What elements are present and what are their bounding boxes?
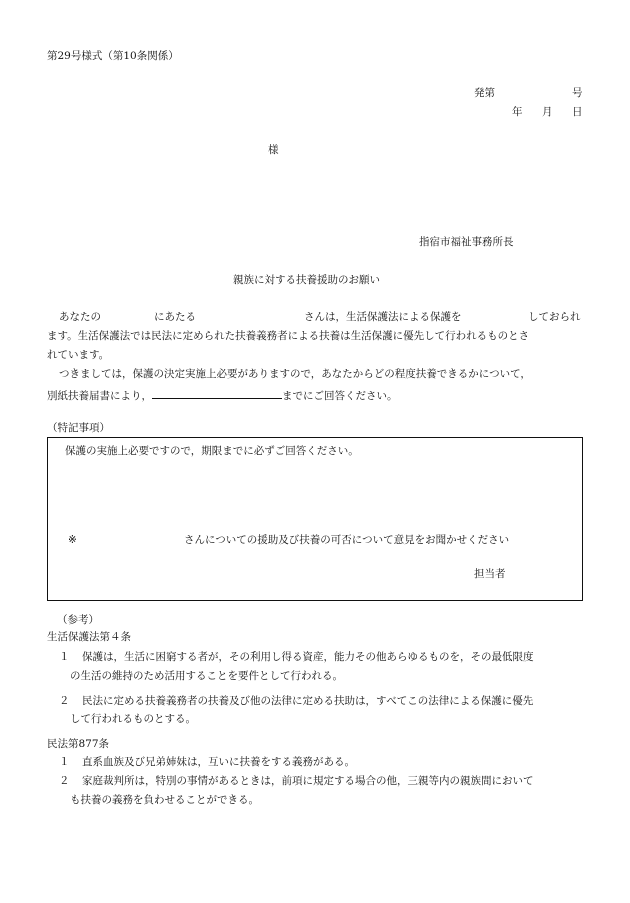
law1-item1-number: １ xyxy=(59,651,70,663)
body-p2-line1: つきましては，保護の決定実施上必要がありますので，あなたからどの程度扶養できるかについて， xyxy=(59,368,531,380)
document-title: 親族に対する扶養援助のお願い xyxy=(233,274,380,286)
special-notes-mark: ※ xyxy=(68,534,77,546)
law1-item1-line1: 保護は，生活に困窮する者が，その利用し得る資産，能力その他あらゆるものを，その最低限度 xyxy=(82,651,534,663)
date-year: 年 xyxy=(512,106,523,118)
reference-label: （参考） xyxy=(57,614,99,626)
law2-item2-line2: も扶養の義務を負わせることができる。 xyxy=(70,794,259,806)
body-p1-line3: れています。 xyxy=(47,349,110,361)
special-notes-box xyxy=(47,437,583,601)
body-p1-line2: ます。生活保護法では民法に定められた扶養義務者による扶養は生活保護に優先して行われるものとさ xyxy=(47,330,530,342)
law1-item2-line2: して行われるものとする。 xyxy=(70,713,196,725)
law2-item2-number: ２ xyxy=(59,775,70,787)
recipient-suffix: 様 xyxy=(268,144,279,156)
date-day: 日 xyxy=(572,106,583,118)
body-p2-line2-b: までにご回答ください。 xyxy=(282,390,398,402)
date-month: 月 xyxy=(542,106,553,118)
body-p1-b: にあたる xyxy=(154,311,196,323)
doc-number-label: 発第 xyxy=(474,87,495,99)
law2-item1-line1: 直系血族及び兄弟姉妹は，互いに扶養をする義務がある。 xyxy=(82,756,355,768)
person-in-charge-label: 担当者 xyxy=(474,568,506,580)
law1-title: 生活保護法第４条 xyxy=(47,631,131,643)
law2-title: 民法第877条 xyxy=(47,738,110,750)
law1-item1-line2: の生活の維持のため活用することを要件として行われる。 xyxy=(70,670,343,682)
form-number: 第29号様式（第10条関係） xyxy=(47,50,179,62)
body-p1-d: しておられ xyxy=(528,311,581,323)
doc-number-suffix: 号 xyxy=(572,87,583,99)
special-notes-line1: 保護の実施上必要ですので，期限までに必ずご回答ください。 xyxy=(65,445,359,457)
body-p1-c: さんは，生活保護法による保護を xyxy=(304,311,462,323)
special-notes-line2: さんについての援助及び扶養の可否について意見をお聞かせください xyxy=(184,534,510,546)
law1-item2-line1: 民法に定める扶養義務者の扶養及び他の法律に定める扶助は，すべてこの法律による保護に優先 xyxy=(82,695,534,707)
law2-item2-line1: 家庭裁判所は，特別の事情があるときは，前項に規定する場合の他，三親等内の親族間において xyxy=(82,775,534,787)
body-p1-a: あなたの xyxy=(59,311,101,323)
special-notes-label: （特記事項） xyxy=(47,422,110,434)
body-p2-line2 xyxy=(47,388,398,402)
law2-item1-number: １ xyxy=(59,756,70,768)
body-p2-line2-a: 別紙扶養届書により， xyxy=(47,390,152,402)
reply-deadline-blank xyxy=(152,388,282,399)
sender-name: 指宿市福祉事務所長 xyxy=(419,236,514,248)
law1-item2-number: ２ xyxy=(59,695,70,707)
